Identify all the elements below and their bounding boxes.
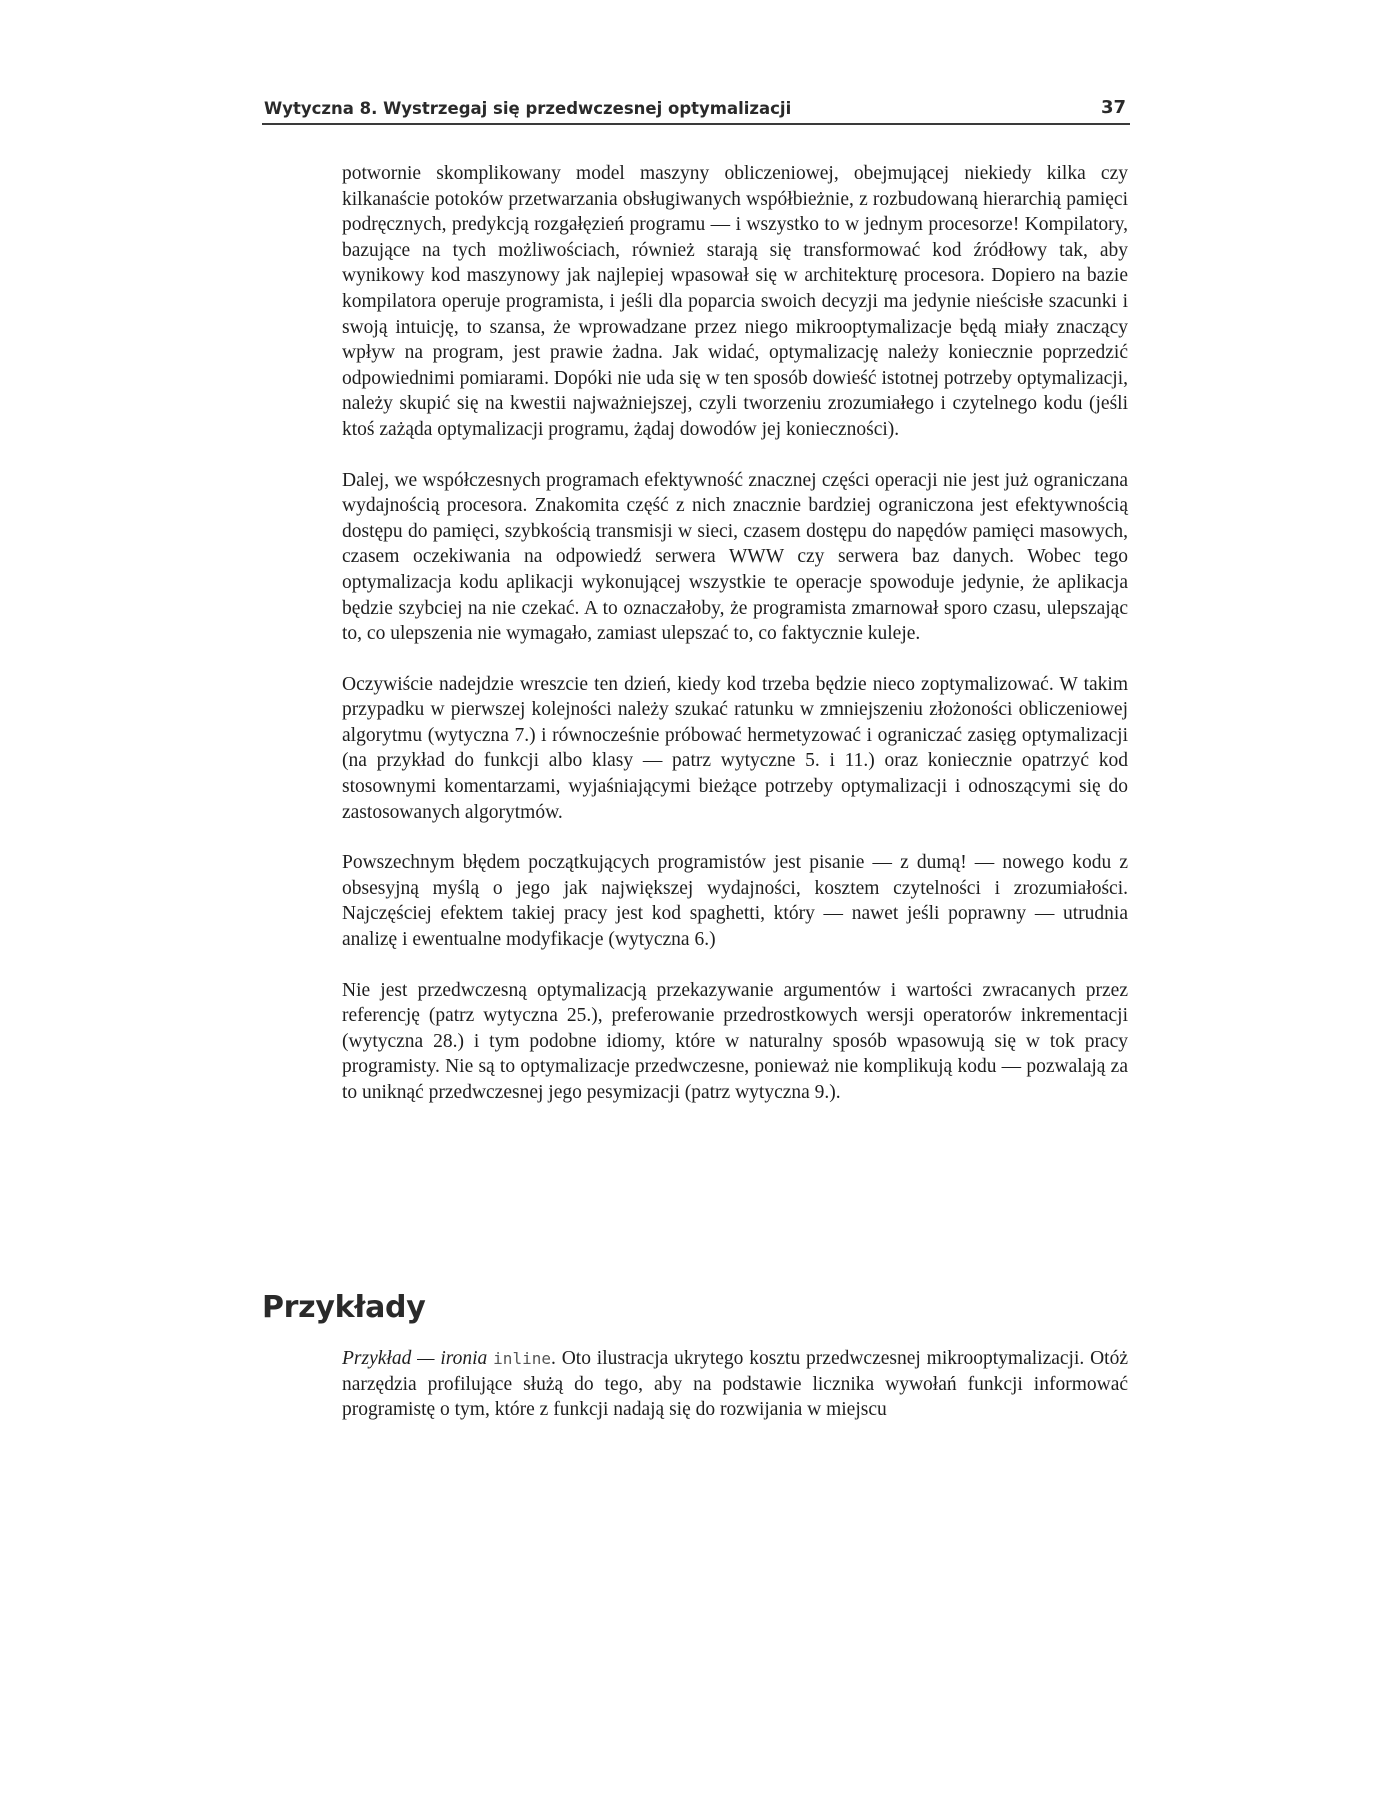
- paragraph: Nie jest przedwczesną optymalizacją przekazywanie argumentów i wartości zwracanych przez referencję (patrz wytyczna 25.), preferowanie przedrostkowych wersji operatorów inkrementacji (wytyczna 28.) i tym podobne idiomy, które w naturalny sposób wpasowują się w tok pracy programisty. Nie są to optymalizacje przedwczesne, ponieważ nie komplikują kodu — pozwalają za to uniknąć przedwczesnej jego pesymizacji (patrz wytyczna 9.).: [342, 979, 1128, 1103]
- example-paragraph: [342, 1346, 1128, 1423]
- body-text: [342, 161, 1128, 1131]
- page-number: 37: [1100, 97, 1126, 118]
- example-label: Przykład — ironia: [342, 1348, 488, 1369]
- paragraph: Oczywiście nadejdzie wreszcie ten dzień, kiedy kod trzeba będzie nieco zoptymalizować. W takim przypadku w pierwszej kolejności należy szukać ratunku w zmniejszeniu złożoności obliczeniowej algorytmu (wytyczna 7.) i równocześnie próbować hermetyzować i ograniczać zasięg optymalizacji (na przykład do funkcji albo klasy — patrz wytyczne 5. i 11.) oraz koniecznie opatrzyć kod stosownymi komentarzami, wyjaśniającymi bieżące potrzeby optymalizacji i odnoszącymi się do zastosowanych algorytmów.: [342, 673, 1128, 823]
- example-body: . Oto ilustracja ukrytego kosztu przedwczesnej mikrooptymalizacji. Otóż narzędzia profilujące służą do tego, aby na podstawie licznika wywołań funkcji informować programistę o tym, które z funkcji nadają się do rozwijania w miejscu: [342, 1348, 1128, 1421]
- running-header: [262, 97, 1130, 125]
- chapter-title: Wytyczna 8. Wystrzegaj się przedwczesnej optymalizacji: [264, 99, 792, 118]
- paragraph: potwornie skomplikowany model maszyny obliczeniowej, obejmującej niekiedy kilka czy kilkanaście potoków przetwarzania obsługiwanych współbieżnie, z rozbudowaną hierarchią pamięci podręcznych, predykcją rozgałęzień programu — i wszystko to w jednym procesorze! Kompilatory, bazujące na tych możliwościach, również starają się transformować kod źródłowy tak, aby wynikowy kod maszynowy jak najlepiej wpasował się w architekturę procesora. Dopiero na bazie kompilatora operuje programista, i jeśli dla poparcia swoich decyzji ma jedynie nieścisłe szacunki i swoją intuicję, to szansa, że wprowadzane przez niego mikrooptymalizacje będą miały znaczący wpływ na program, jest prawie żadna. Jak widać, optymalizację należy koniecznie poprzedzić odpowiednimi pomiarami. Dopóki nie uda się w ten sposób dowieść istotnej potrzeby optymalizacji, należy skupić się na kwestii najważniejszej, czyli tworzeniu zrozumiałego i czytelnego kodu (jeśli ktoś zażąda optymalizacji programu, żądaj dowodów jej konieczności).: [342, 163, 1128, 440]
- example-code: inline: [493, 1349, 551, 1368]
- example-text: [342, 1346, 1128, 1423]
- section-heading: Przykłady: [262, 1290, 426, 1325]
- paragraph: Powszechnym błędem początkujących programistów jest pisanie — z dumą! — nowego kodu z obsesyjną myślą o jego jak największej wydajności, kosztem czytelności i zrozumiałości. Najczęściej efektem takiej pracy jest kod spaghetti, który — nawet jeśli poprawny — utrudnia analizę i ewentualne modyfikacje (wytyczna 6.): [342, 852, 1128, 951]
- paragraph: Dalej, we współczesnych programach efektywność znacznej części operacji nie jest już ograniczana wydajnością procesora. Znakomita część z nich znacznie bardziej ograniczona jest efektywnością dostępu do pamięci, szybkością transmisji w sieci, czasem dostępu do napędów pamięci masowych, czasem oczekiwania na odpowiedź serwera WWW czy serwera baz danych. Wobec tego optymalizacja kodu aplikacji wykonującej wszystkie te operacje spowoduje jedynie, że aplikacja będzie szybciej na nie czekać. A to oznaczałoby, że programista zmarnował sporo czasu, ulepszając to, co ulepszenia nie wymagało, zamiast ulepszać to, co faktycznie kuleje.: [342, 469, 1128, 645]
